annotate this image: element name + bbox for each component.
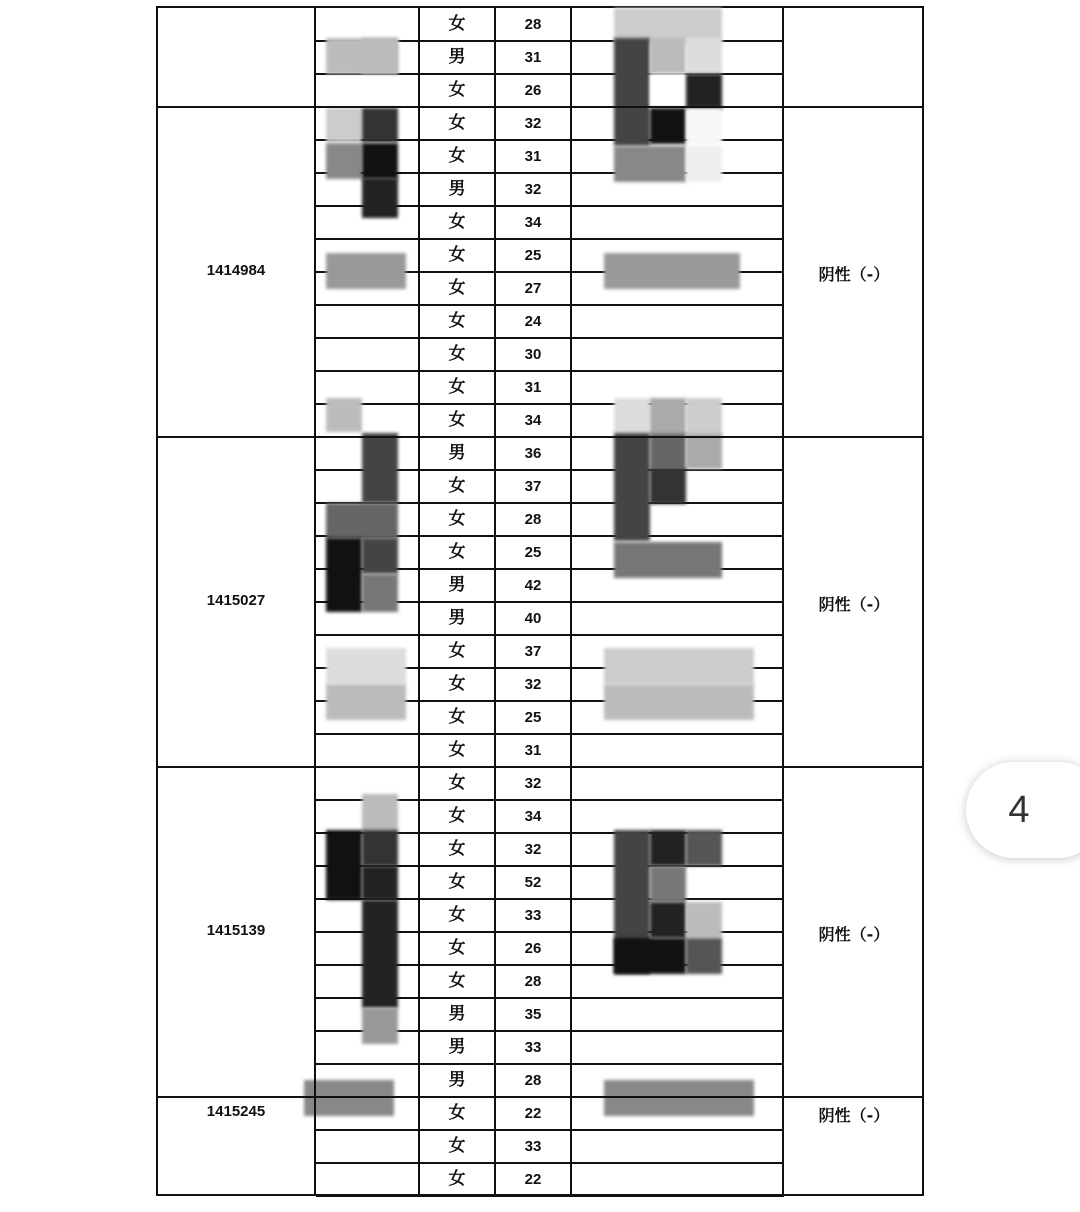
gender-cell: 女: [448, 707, 466, 727]
age-cell: 33: [524, 1039, 542, 1056]
redaction-block: [362, 1008, 398, 1044]
table-row: [158, 371, 922, 404]
gender-cell: 男: [448, 179, 466, 199]
age-cell: 32: [524, 775, 542, 792]
batch-divider: [158, 436, 922, 438]
column-divider: [570, 8, 572, 1194]
gender-cell: 女: [448, 938, 466, 958]
age-cell: 40: [524, 610, 542, 627]
age-cell: 33: [524, 907, 542, 924]
age-cell: 25: [524, 709, 542, 726]
age-cell: 25: [524, 544, 542, 561]
age-cell: 28: [524, 511, 542, 528]
redaction-block: [362, 794, 398, 832]
redaction-block: [686, 398, 722, 434]
redaction-block: [614, 938, 686, 974]
gender-cell: 女: [448, 146, 466, 166]
redaction-block: [362, 900, 398, 1008]
table-row: [158, 305, 922, 338]
gender-cell: 女: [448, 278, 466, 298]
redaction-block: [326, 398, 362, 432]
age-cell: 32: [524, 676, 542, 693]
age-cell: 24: [524, 313, 542, 330]
redaction-block: [604, 253, 740, 289]
redaction-block: [604, 684, 754, 720]
column-divider: [494, 8, 496, 1194]
redaction-block: [362, 538, 398, 574]
age-cell: 42: [524, 577, 542, 594]
redaction-block: [604, 648, 754, 684]
age-cell: 34: [524, 412, 542, 429]
test-result: 阴性（-）: [818, 595, 890, 614]
gender-cell: 男: [448, 443, 466, 463]
redaction-block: [650, 74, 686, 110]
gender-cell: 女: [448, 674, 466, 694]
redaction-block: [604, 1080, 754, 1116]
redaction-block: [304, 1080, 394, 1116]
table-row: [158, 41, 922, 74]
redaction-block: [362, 574, 398, 612]
gender-cell: 女: [448, 905, 466, 925]
age-cell: 26: [524, 940, 542, 957]
batch-divider: [158, 766, 922, 768]
redaction-block: [614, 38, 650, 146]
table-row: [158, 536, 922, 569]
redaction-block: [686, 830, 722, 866]
table-row: [158, 701, 922, 734]
age-cell: 25: [524, 247, 542, 264]
table-row: [158, 107, 922, 140]
age-cell: 31: [524, 148, 542, 165]
redaction-block: [650, 866, 686, 902]
age-cell: 31: [524, 742, 542, 759]
gender-cell: 男: [448, 1004, 466, 1024]
test-result: 阴性（-）: [818, 925, 890, 944]
redaction-block: [362, 38, 398, 74]
table-row: [158, 866, 922, 899]
age-cell: 32: [524, 841, 542, 858]
batch-divider: [158, 1096, 922, 1098]
redaction-block: [326, 648, 406, 684]
gender-cell: 女: [448, 740, 466, 760]
gender-cell: 女: [448, 113, 466, 133]
gender-cell: 女: [448, 245, 466, 265]
age-cell: 37: [524, 643, 542, 660]
redaction-block: [326, 143, 362, 179]
redaction-block: [326, 253, 406, 289]
table-row: [158, 734, 922, 767]
table-row: [158, 668, 922, 701]
table-row: [158, 140, 922, 173]
redaction-block: [614, 542, 722, 578]
redaction-block: [362, 830, 398, 866]
gender-cell: 女: [448, 311, 466, 331]
redaction-block: [326, 108, 362, 142]
age-cell: 32: [524, 181, 542, 198]
redaction-block: [650, 830, 686, 866]
column-divider: [314, 8, 316, 1194]
redaction-block: [686, 38, 722, 74]
redaction-block: [650, 468, 686, 504]
age-cell: 22: [524, 1105, 542, 1122]
gender-cell: 女: [448, 80, 466, 100]
gender-cell: 男: [448, 1037, 466, 1057]
gender-cell: 女: [448, 212, 466, 232]
row-divider: [316, 1195, 784, 1197]
gender-cell: 男: [448, 47, 466, 67]
redaction-block: [650, 398, 686, 434]
gender-cell: 女: [448, 14, 466, 34]
table-row: [158, 404, 922, 437]
age-cell: 34: [524, 214, 542, 231]
gender-cell: 女: [448, 971, 466, 991]
redaction-block: [614, 398, 650, 434]
age-cell: 27: [524, 280, 542, 297]
age-cell: 34: [524, 808, 542, 825]
redaction-block: [326, 538, 362, 612]
column-divider: [782, 8, 784, 1194]
redaction-block: [362, 433, 398, 503]
gender-cell: 女: [448, 641, 466, 661]
batch-number: 1415027: [206, 592, 266, 609]
redaction-block: [650, 108, 686, 144]
redaction-block: [650, 902, 686, 938]
redaction-block: [362, 108, 398, 142]
age-cell: 32: [524, 115, 542, 132]
page-indicator[interactable]: [966, 762, 1080, 858]
column-divider: [418, 8, 420, 1194]
redaction-block: [614, 146, 686, 182]
gender-cell: 男: [448, 575, 466, 595]
gender-cell: 女: [448, 1103, 466, 1123]
test-result: 阴性（-）: [818, 265, 890, 284]
redaction-block: [686, 433, 722, 469]
batch-number: 1415139: [206, 922, 266, 939]
batch-number: 1415245: [206, 1103, 266, 1120]
table-row: [158, 767, 922, 800]
age-cell: 36: [524, 445, 542, 462]
table-row: [158, 437, 922, 470]
redaction-block: [686, 938, 722, 974]
gender-cell: 女: [448, 344, 466, 364]
table-row: [158, 1163, 922, 1196]
age-cell: 28: [524, 973, 542, 990]
batch-divider: [158, 106, 922, 108]
redaction-block: [362, 143, 398, 179]
age-cell: 28: [524, 16, 542, 33]
gender-cell: 女: [448, 509, 466, 529]
age-cell: 26: [524, 82, 542, 99]
age-cell: 33: [524, 1138, 542, 1155]
redaction-block: [362, 866, 398, 900]
redaction-block: [326, 503, 398, 539]
test-result: 阴性（-）: [818, 1106, 890, 1125]
gender-cell: 女: [448, 542, 466, 562]
table-row: [158, 8, 922, 41]
table-row: [158, 173, 922, 206]
age-cell: 35: [524, 1006, 542, 1023]
table-row: [158, 965, 922, 998]
redaction-block: [686, 902, 722, 938]
page-number: 4: [1008, 789, 1030, 831]
table-row: [158, 833, 922, 866]
redaction-block: [326, 684, 406, 720]
table-row: [158, 470, 922, 503]
table-row: [158, 1064, 922, 1097]
table-row: [158, 74, 922, 107]
results-table: [156, 6, 924, 1196]
gender-cell: 男: [448, 608, 466, 628]
redaction-block: [614, 433, 650, 541]
gender-cell: 男: [448, 1070, 466, 1090]
age-cell: 37: [524, 478, 542, 495]
gender-cell: 女: [448, 1136, 466, 1156]
gender-cell: 女: [448, 476, 466, 496]
redaction-block: [650, 38, 686, 74]
age-cell: 28: [524, 1072, 542, 1089]
gender-cell: 女: [448, 1169, 466, 1189]
age-cell: 30: [524, 346, 542, 363]
gender-cell: 女: [448, 377, 466, 397]
table-row: [158, 800, 922, 833]
age-cell: 31: [524, 379, 542, 396]
redaction-block: [650, 433, 686, 469]
table-row: [158, 635, 922, 668]
table-row: [158, 338, 922, 371]
table-row: [158, 998, 922, 1031]
table-row: [158, 206, 922, 239]
redaction-block: [686, 146, 722, 182]
age-cell: 52: [524, 874, 542, 891]
gender-cell: 女: [448, 773, 466, 793]
redaction-block: [686, 74, 722, 110]
batch-number: 1414984: [206, 262, 266, 279]
gender-cell: 女: [448, 872, 466, 892]
gender-cell: 女: [448, 839, 466, 859]
redaction-block: [362, 178, 398, 218]
table-row: [158, 503, 922, 536]
redaction-block: [326, 830, 362, 900]
redaction-block: [686, 108, 722, 144]
table-row: [158, 1031, 922, 1064]
age-cell: 31: [524, 49, 542, 66]
gender-cell: 女: [448, 410, 466, 430]
table-row: [158, 1130, 922, 1163]
age-cell: 22: [524, 1171, 542, 1188]
gender-cell: 女: [448, 806, 466, 826]
